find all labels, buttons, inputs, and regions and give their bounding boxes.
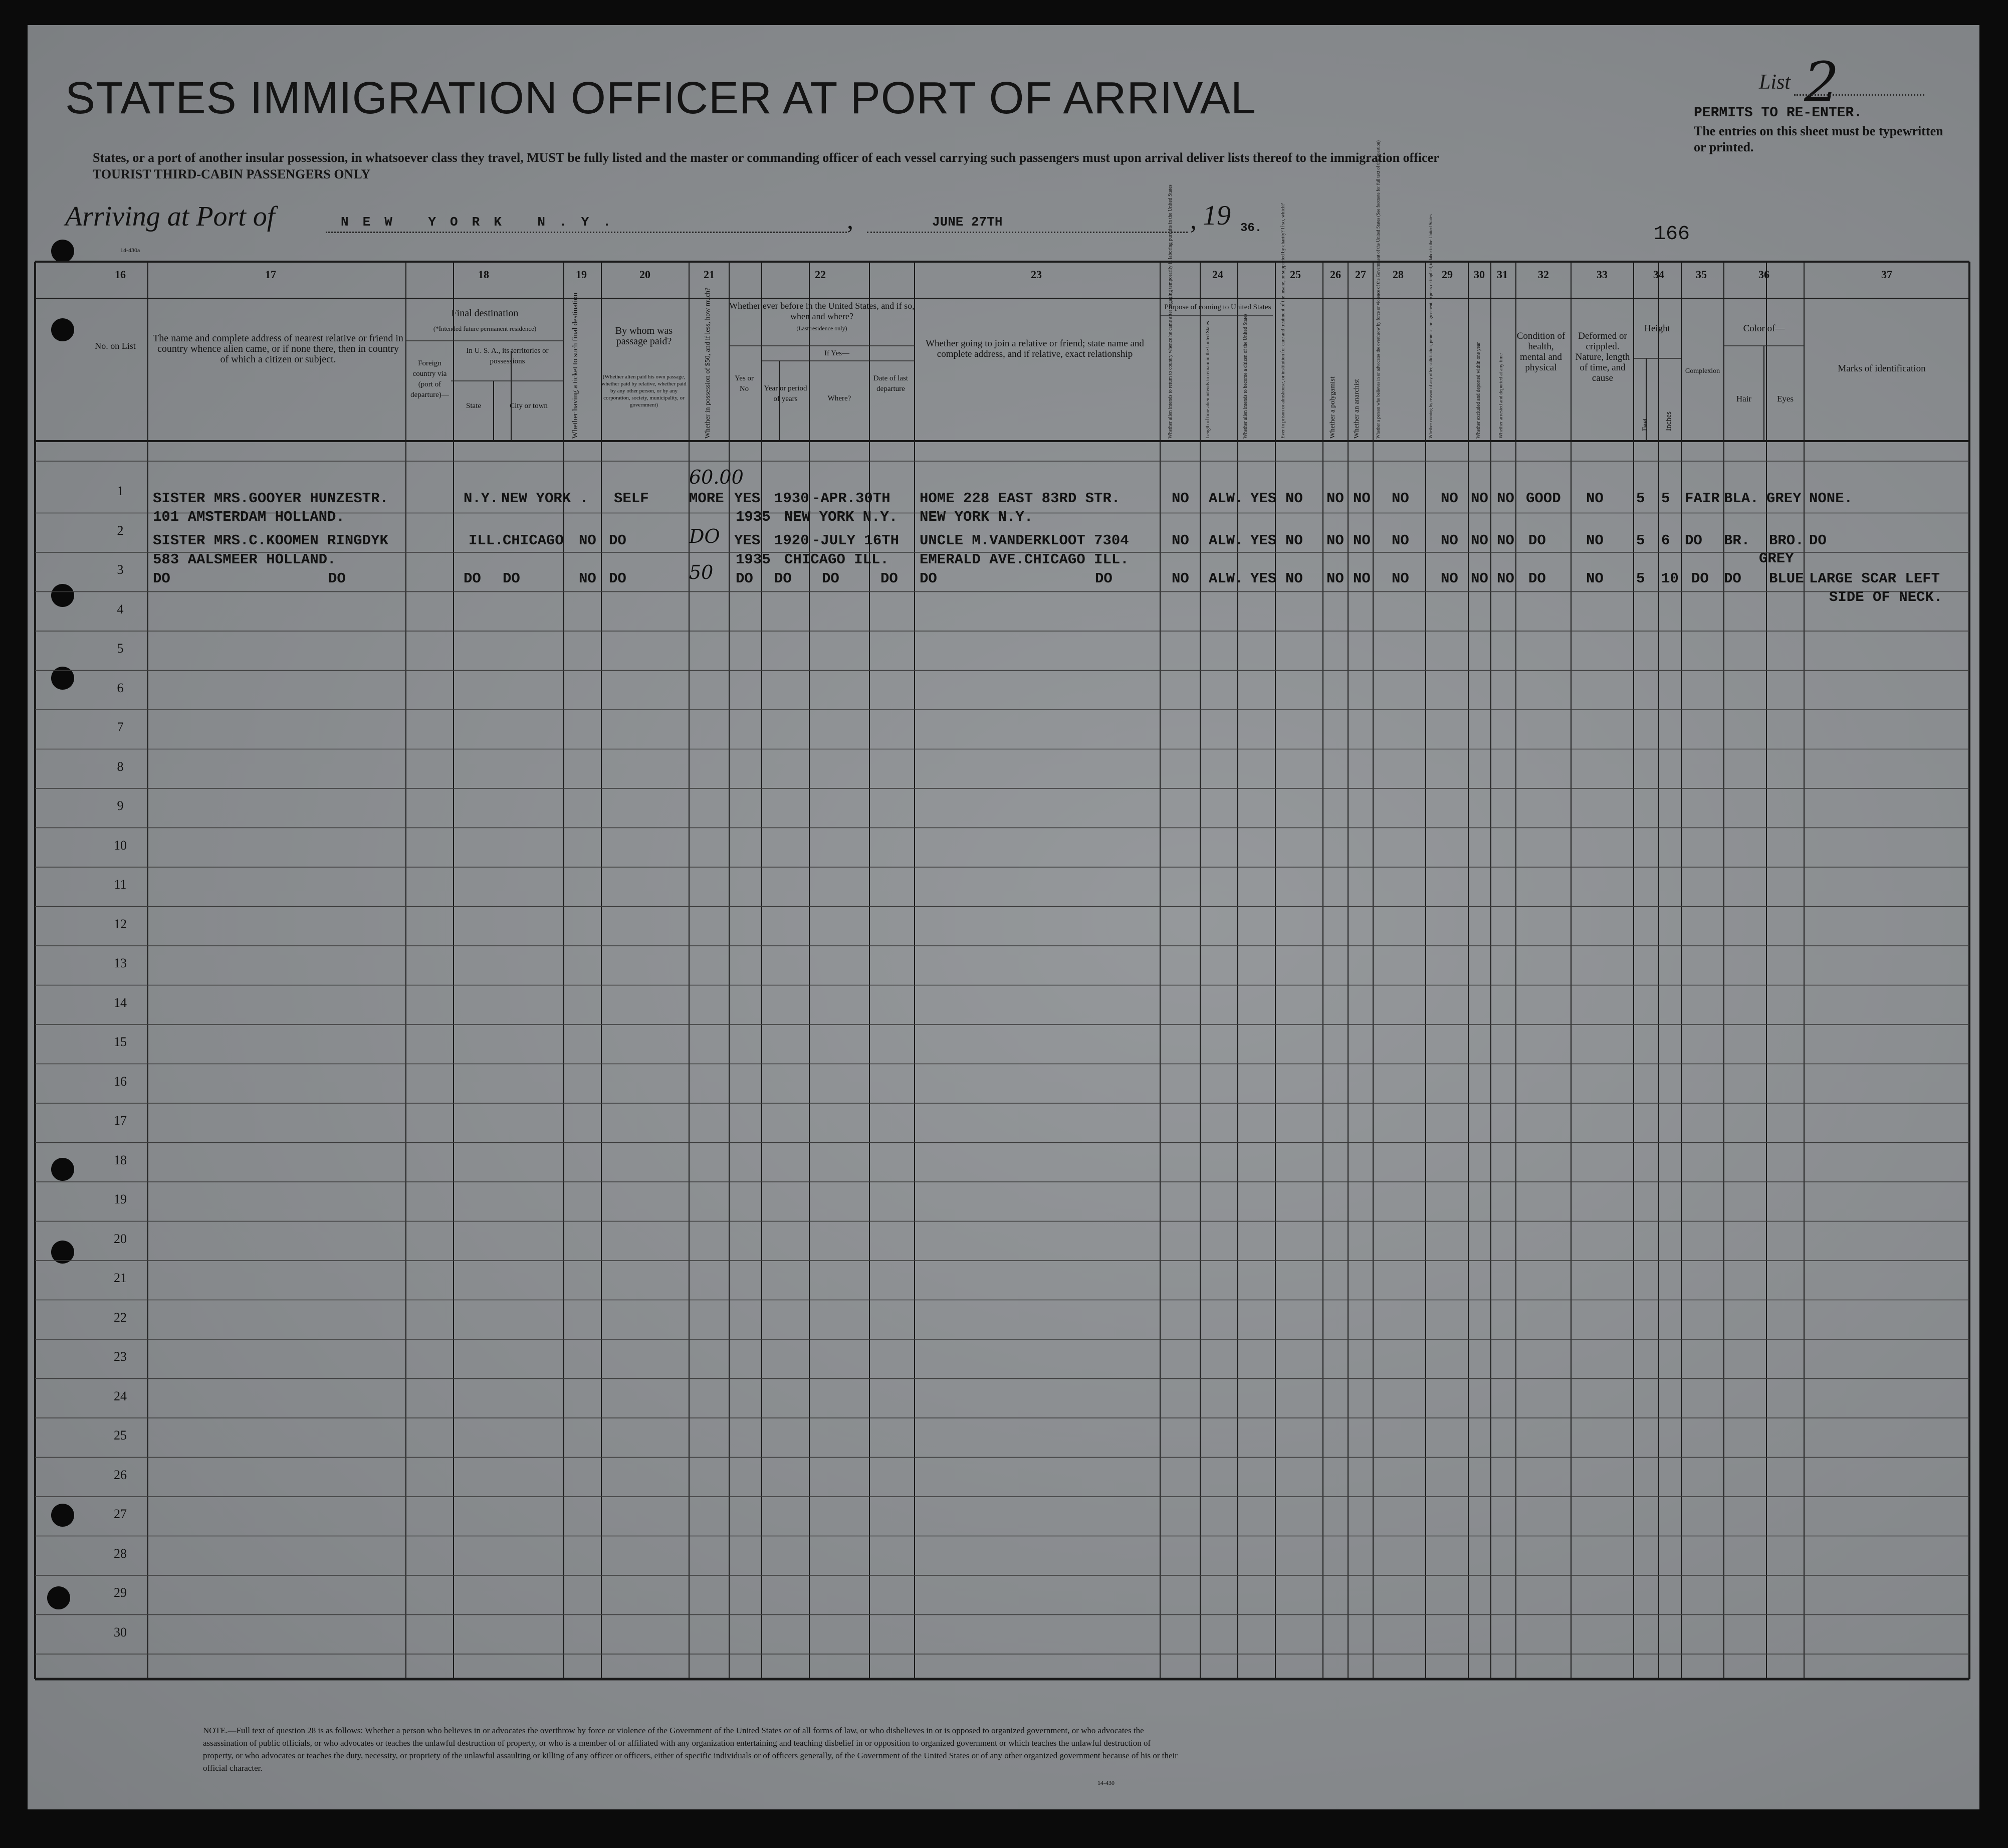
city-cell: DO [503,570,520,587]
header-if-yes: If Yes— [824,349,849,357]
header-deformed: Deformed or crippled. Nature, length of time, and cause [1575,331,1630,383]
row-number: 17 [114,1113,127,1128]
eyes-cell: BRO. [1769,532,1804,549]
return-cell: NO [1172,570,1189,587]
header-complexion: Complexion [1685,367,1720,375]
row-number: 2 [117,523,124,538]
money-handwritten: 60.00 [689,466,744,488]
labor-cell: NO [1441,490,1458,507]
years-cell: 1920 [774,532,809,549]
header-inches: Inches [1665,411,1673,431]
relative-line-1: SISTER MRS.C.KOOMEN RINGDYK [153,532,388,549]
class-text: TOURIST THIRD-CABIN PASSENGERS ONLY [93,167,371,181]
hair-cell-2: GREY [1759,550,1794,567]
footnote-code: 14-430 [1097,1779,1114,1786]
where-cell: -APR.30TH [812,490,890,507]
column-number: 25 [1290,268,1301,281]
excluded-cell: NO [1471,532,1488,549]
header-ticket: Whether having a ticket to such final destination [571,292,579,439]
header-final-destination-sub: (*Intended future permanent residence) [433,325,537,332]
city-cell: CHICAGO [503,532,564,549]
relative-line-2: 101 AMSTERDAM HOLLAND. [153,509,345,525]
row-number: 1 [117,484,124,498]
header-height: Height [1644,323,1670,334]
anarchist-cell: NO [1353,532,1371,549]
join-line-1: HOME 228 EAST 83RD STR. [920,490,1121,507]
column-number: 35 [1696,268,1707,281]
column-number: 36 [1758,268,1769,281]
header-labor-offer: Whether coming by reason of any offer, solicitation, promise, or agreement, express or implied, to labor in the United States [1428,214,1433,439]
length-cell: ALW. [1209,490,1244,507]
relative-line-2: DO [328,570,346,587]
header-date-departure: Date of last departure [873,374,909,393]
q28-cell: NO [1392,532,1409,549]
health-cell: DO [1528,532,1546,549]
header-join: Whether going to join a relative or friend; state name and complete address, and if relative, exact relationship [926,338,1144,359]
complexion-cell: DO [1685,532,1702,549]
where-cell: -JULY 16TH [812,532,900,549]
arrested-cell: NO [1497,532,1514,549]
header-no-on-list: No. on List [95,341,136,351]
row-number: 15 [114,1035,127,1049]
instructions-text: States, or a port of another insular possession, in whatsoever class they travel, MUST be fully listed and the master or commanding officer of each vessel carrying such passengers must upon arrival deliver lists thereof to the immigration officer [93,150,1439,165]
year-prefix: 19 [1203,200,1231,231]
years-cell: DO [774,570,792,587]
feet-cell: 5 [1636,532,1645,549]
header-prison: Ever in prison or almshouse, or institution for care and treatment of the insane, or supported by charity? If so, which? [1280,203,1286,439]
join-line-2: DO [1095,570,1112,587]
column-number: 23 [1031,268,1042,281]
header-passage: By whom was passage paid? [615,325,673,347]
header-ever-before-sub: (Last residence only) [796,325,847,332]
header-city: City or town [510,402,548,410]
header-polygamist: Whether a polygamist [1329,376,1336,439]
row-number: 20 [114,1231,127,1246]
state-cell: N.Y. [464,490,499,507]
row-number: 16 [114,1074,127,1089]
header-passage-sub: (Whether alien paid his own passage, whether paid by relative, whether paid by any other person, or by any corporation, society, municipality, or government) [601,374,687,408]
before-cell: DO [736,570,753,587]
row-number: 14 [114,995,127,1010]
q28-cell: NO [1392,490,1409,507]
inches-cell: 5 [1661,490,1670,507]
header-health: Condition of health, mental and physical [1516,331,1566,373]
labor-cell: NO [1441,570,1458,587]
header-hair: Hair [1736,394,1752,403]
relative-line-1: SISTER MRS.GOOYER HUNZESTR. [153,490,388,507]
excluded-cell: NO [1471,570,1488,587]
before-cell: YES [734,490,761,507]
passage-cell: SELF [614,490,649,507]
header-excluded: Whether excluded and deported within one year [1476,342,1481,439]
row-number: 11 [114,877,127,892]
length-cell: ALW. [1209,570,1244,587]
arrested-cell: NO [1497,570,1514,587]
header-purpose: Purpose of coming to United States [1164,303,1271,311]
row-number: 8 [117,759,124,774]
row-number: 5 [117,641,124,656]
feet-cell: 5 [1636,570,1645,587]
join-line-1: DO [920,570,937,587]
header-yes-no: Yes or No [734,374,754,393]
passage-cell: DO [609,570,626,587]
column-number: 24 [1212,268,1223,281]
column-number: 18 [478,268,489,281]
ticket-cell: NO [579,570,596,587]
row-number: 18 [114,1152,127,1167]
row-number: 19 [114,1192,127,1206]
row-number: 10 [114,838,127,853]
join-line-2: EMERALD AVE.CHICAGO ILL. [920,551,1129,568]
header-state: State [466,402,481,410]
return-cell: NO [1172,490,1189,507]
anarchist-cell: NO [1353,570,1371,587]
column-number: 22 [815,268,826,281]
header-money: Whether in possession of $50, and if less, how much? [704,287,712,439]
row-number: 12 [114,916,127,931]
before-cell: YES [734,532,761,549]
header-return-intent: Whether alien intends to return to country whence he came after engaging temporarily in laboring pursuits in the United States [1168,184,1173,439]
column-number: 21 [704,268,715,281]
citizen-cell: YES [1250,490,1277,507]
column-number: 26 [1330,268,1341,281]
column-number: 19 [576,268,587,281]
header-eyes: Eyes [1776,394,1794,403]
relative-line-1: DO [153,570,170,587]
deformed-cell: NO [1586,570,1604,587]
feet-cell: 5 [1636,490,1645,507]
column-number: 29 [1442,268,1453,281]
prison-cell: NO [1285,532,1303,549]
header-ever-before: Whether ever before in the United States, and if so, when and where? [729,301,915,321]
state-cell: DO [464,570,481,587]
header-question-28: Whether a person who believes in or advocates the overthrow by force or violence of the Government of the United States (See footnote for full text of this question) [1376,140,1381,439]
years-cell-2: 1935 [736,509,771,525]
marks-cell-2: SIDE OF NECK. [1829,589,1943,605]
excluded-cell: NO [1471,490,1488,507]
header-in-usa: In U. S. A., its territories or possessions [466,347,549,365]
years-cell-2: 1935 [736,551,771,568]
return-cell: NO [1172,532,1189,549]
column-number: 31 [1497,268,1508,281]
years-cell: 1930 [774,490,809,507]
where-cell-2: NEW YORK N.Y. [784,509,898,525]
join-line-1: UNCLE M.VANDERKLOOT 7304 [920,532,1129,549]
header-relative: The name and complete address of nearest relative or friend in country whence alien came, or if none there, then in country of which a citizen or subject. [153,333,403,365]
health-cell: DO [1528,570,1546,587]
money-cell: MORE [689,490,724,507]
citizen-cell: YES [1250,570,1277,587]
header-where: Where? [827,394,851,402]
marks-cell: NONE. [1809,490,1853,507]
money-handwritten: DO [689,525,720,547]
header-year: Year or period of years [764,384,807,403]
date-cell: DO [880,570,898,587]
header-foreign-country: Foreign country via (port of departure)— [410,359,449,399]
join-line-2: NEW YORK N.Y. [920,509,1033,525]
prison-cell: NO [1285,490,1303,507]
column-number: 30 [1474,268,1485,281]
labor-cell: NO [1441,532,1458,549]
row-number: 13 [114,956,127,970]
permits-text: PERMITS TO RE-ENTER. [1694,105,1863,121]
row-number: 30 [114,1624,127,1639]
arrested-cell: NO [1497,490,1514,507]
header-final-destination: Final destination [451,308,519,319]
deformed-cell: NO [1586,490,1604,507]
deformed-cell: NO [1586,532,1604,549]
row-number: 6 [117,680,124,695]
polygamist-cell: NO [1326,570,1344,587]
arriving-label: Arriving at Port of [65,201,275,232]
where-cell-2: CHICAGO ILL. [784,551,889,568]
header-marks: Marks of identification [1838,363,1926,374]
row-number: 25 [114,1428,127,1443]
typewriter-note: The entries on this sheet must be typewritten or printed. [1694,124,1943,154]
column-number: 27 [1355,268,1366,281]
column-number: 20 [639,268,650,281]
complexion-cell: FAIR [1685,490,1720,507]
hair-cell: DO [1724,570,1741,587]
row-number: 9 [117,798,124,813]
marks-cell: LARGE SCAR LEFT [1809,570,1940,587]
row-number: 24 [114,1388,127,1403]
q28-cell: NO [1392,570,1409,587]
column-number: 34 [1653,268,1664,281]
column-number: 37 [1881,268,1892,281]
row-number: 26 [114,1467,127,1482]
marks-cell: DO [1809,532,1827,549]
passage-cell: DO [609,532,626,549]
header-length: Length of time alien intends to remain in the United States [1205,321,1211,439]
row-number: 27 [114,1507,127,1521]
polygamist-cell: NO [1326,490,1344,507]
hair-cell: BLA. [1724,490,1759,507]
row-number: 7 [117,720,124,734]
health-cell: GOOD [1526,490,1561,507]
relative-line-2: 583 AALSMEER HOLLAND. [153,551,336,568]
page-title: STATES IMMIGRATION OFFICER AT PORT OF ARRIVAL [65,73,1256,123]
row-number: 22 [114,1310,127,1325]
header-color: Color of— [1743,323,1785,334]
header-feet: Feet [1641,418,1649,431]
row-number: 29 [114,1585,127,1600]
page-number: 166 [1654,223,1690,246]
list-number: 2 [1804,50,1839,114]
prison-cell: NO [1285,570,1303,587]
citizen-cell: YES [1250,532,1277,549]
row-number: 3 [117,562,124,577]
eyes-cell: BLUE [1769,570,1804,587]
complexion-cell: DO [1691,570,1709,587]
column-number: 33 [1597,268,1608,281]
eyes-cell: GREY [1766,490,1802,507]
port-field: NEW YORK N.Y. [341,215,625,230]
row-number: 28 [114,1546,127,1561]
footnote: NOTE.—Full text of question 28 is as follows: Whether a person who believes in or advocates the overthrow by force or violence of the Government of the United States or of all forms of law, or who disbelieves in or is opposed to organized government, or who advocates the assassination of public officials, or who advocates or teaches the unlawful destruction of property, or who is a member of or affiliated with any organization entertaining and teaching disbelief in or opposition to organized government or which teaches the unlawful destruction of property, or who advocates or teaches the duty, necessity, or propriety of the unlawful assaulting or killing of any officer or officers, either of specific individuals or of officers generally, of the Government of the United States or of any other organized government because of his or their official character. [203,1726,1178,1773]
column-number: 32 [1538,268,1549,281]
row-number: 4 [117,601,124,617]
length-cell: ALW. [1209,532,1244,549]
anarchist-cell: NO [1353,490,1371,507]
polygamist-cell: NO [1326,532,1344,549]
column-number: 28 [1393,268,1404,281]
ticket-cell: NO [579,532,596,549]
date-field: JUNE 27TH [932,215,1003,230]
column-number: 17 [265,268,276,281]
row-number: 21 [114,1271,127,1285]
year-suffix: 36. [1240,222,1262,235]
where-cell: DO [822,570,839,587]
header-anarchist: Whether an anarchist [1353,379,1361,439]
city-cell: NEW YORK . [501,490,589,507]
form-number: 14-430a [120,247,140,254]
row-number: 23 [114,1349,127,1364]
header-arrested: Whether arrested and deported at any time [1498,353,1504,439]
inches-cell: 10 [1661,570,1679,587]
inches-cell: 6 [1661,532,1670,549]
state-cell: ILL. [469,532,504,549]
header-citizen-intent: Whether alien intends to become a citizen of the United States [1243,313,1248,439]
hair-cell: BR. [1724,532,1750,549]
money-handwritten: 50 [689,561,714,583]
list-label: List [1759,71,1791,94]
column-number: 16 [115,268,126,281]
